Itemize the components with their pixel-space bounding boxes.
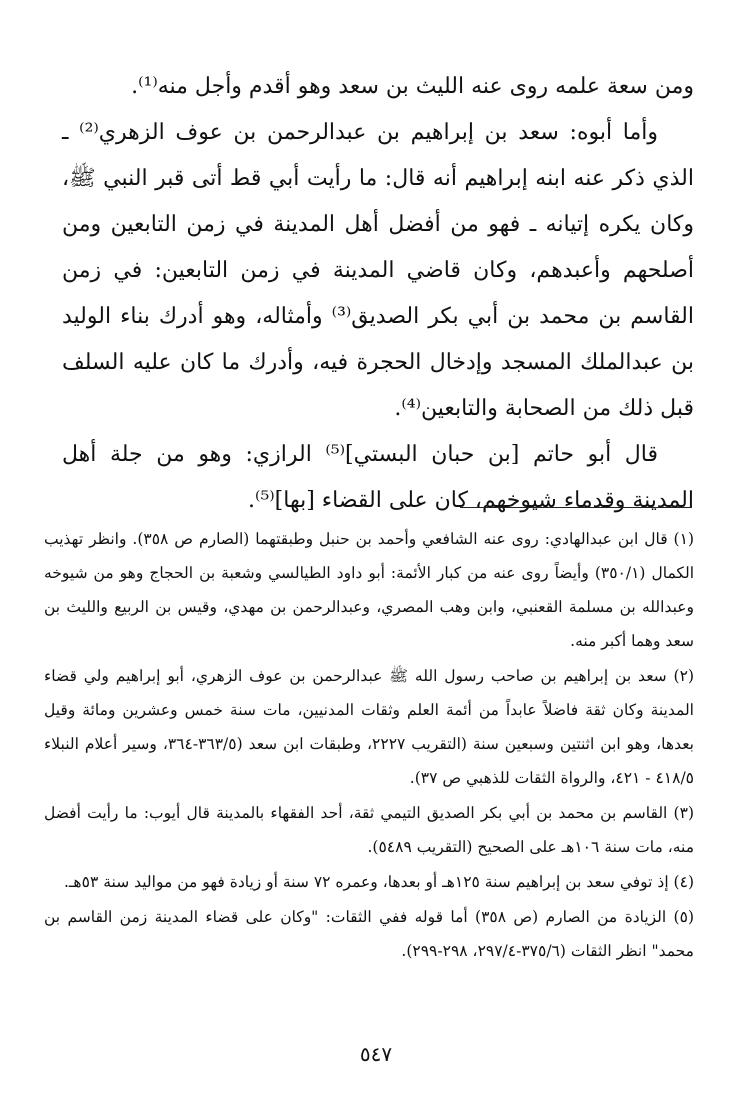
main-paragraph-2: وأما أبوه: سعد بن إبراهيم بن عبدالرحمن بن عوف الزهري⁽²⁾ ـ الذي ذكر عنه ابنه إبراهيم أنه قال: ما رأيت أبي قط أتى قبر النبي ﷺ، وكان يكره إتيانه ـ فهو من أفضل أهل المدينة في زمن التابعين ومن أصلحهم وأعبدهم، وكان قاضي المدينة في زمن التابعين: في زمن القاسم بن محمد بن أبي بكر الصديق⁽³⁾ وأمثاله، وهو أدرك بناء الوليد بن عبدالملك المسجد وإدخال الحجرة فيه، وأدرك ما كان عليه السلف قبل ذلك من الصحابة والتابعين⁽⁴⁾. <box>62 120 694 421</box>
page-number: ٥٤٧ <box>359 1042 393 1066</box>
footnote-4: (٤) إذ توفي سعد بن إبراهيم سنة ١٢٥هـ أو بعدها، وعمره ٧٢ سنة أو زيادة فهو من مواليد سنة ٥٣هـ. <box>63 873 694 891</box>
main-text-block <box>62 64 694 524</box>
main-paragraph-3: قال أبو حاتم [بن حبان البستي]⁽⁵⁾ الرازي: وهو من جلة أهل المدينة وقدماء شيوخهم، كان على القضاء [بها]⁽⁵⁾. <box>62 442 694 513</box>
footnotes-block <box>44 522 694 969</box>
main-paragraph-1: ومن سعة علمه روى عنه الليث بن سعد وهو أقدم وأجل منه⁽¹⁾. <box>131 74 694 99</box>
footnote-5: (٥) الزيادة من الصارم (ص ٣٥٨) أما قوله ففي الثقات: "وكان على قضاء المدينة زمن القاسم بن محمد" انظر الثقات (٣٧٥/٦-٢٩٧/٤، ٢٩٨-٢٩٩). <box>44 908 694 960</box>
footnote-2: (٢) سعد بن إبراهيم بن صاحب رسول الله ﷺ عبدالرحمن بن عوف الزهري، أبو إبراهيم ولي قضاء المدينة وكان ثقة فاضلاً عابداً من أئمة العلم وثقات المدنيين، مات سنة خمس وعشرين ومائة وقيل بعدها، وهو ابن اثنتين وسبعين سنة (التقريب ٢٢٢٧، وطبقات ابن سعد (٣٦٣/٥-٣٦٤، وسير أعلام النبلاء ٤١٨/٥ - ٤٢١، والرواة الثقات للذهبي ص ٣٧). <box>44 667 694 787</box>
footnote-divider <box>460 507 692 508</box>
footnote-3: (٣) القاسم بن محمد بن أبي بكر الصديق التيمي ثقة، أحد الفقهاء بالمدينة قال أيوب: ما رأيت أفضل منه، مات سنة ١٠٦هـ على الصحيح (التقريب ٥٤٨٩). <box>44 804 694 856</box>
footnote-1: (١) قال ابن عبدالهادي: روى عنه الشافعي وأحمد بن حنبل وطبقتهما (الصارم ص ٣٥٨). وانظر تهذيب الكمال (٣٥٠/١) وأيضاً روى عنه من كبار الأئمة: أبو داود الطيالسي وشعبة بن الحجاج وهو من شيوخه وعبدالله بن مسلمة القعنبي، وابن وهب المصري، وعبدالرحمن بن مهدي، وقيس بن الربيع والليث بن سعد وهما أكبر منه. <box>44 530 694 650</box>
